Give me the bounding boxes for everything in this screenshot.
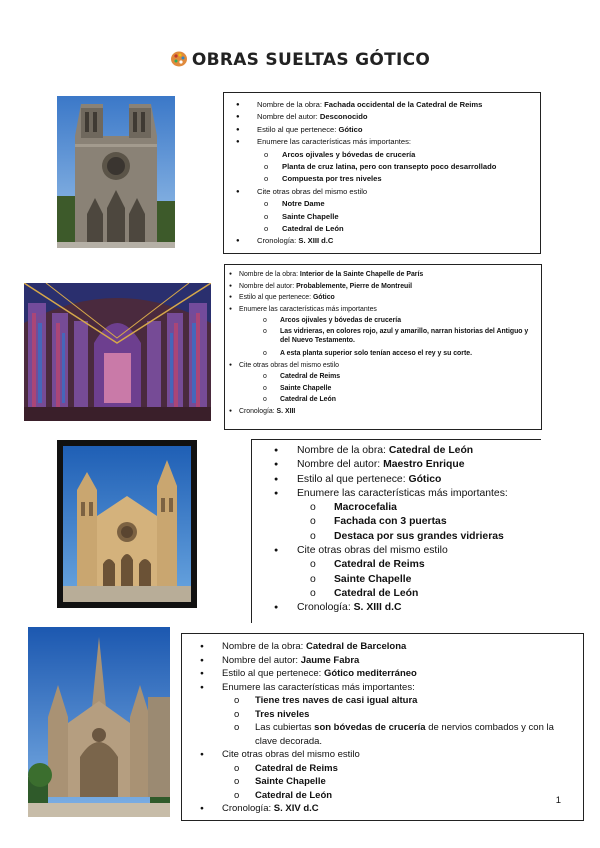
- feature-item: o A esta planta superior solo tenían acceso el rey y su corte.: [225, 348, 535, 360]
- other-work-item: o Catedral de León: [182, 789, 575, 803]
- work-author-item: ● Nombre del autor: Probablemente, Pierre de Montreuil: [225, 281, 535, 293]
- work-features-item: ● Enumere las características más importantes:: [224, 136, 534, 148]
- work-author-item: ● Nombre del autor: Maestro Enrique: [252, 458, 535, 472]
- work-style-item: ● Estilo al que pertenece: Gótico mediterráneo: [182, 667, 575, 681]
- other-work-item: o Catedral de Reims: [225, 371, 535, 383]
- feature-item: o Macrocefalia: [252, 501, 535, 515]
- work-name-item: ● Nombre de la obra: Catedral de Barcelona: [182, 640, 575, 654]
- reims-cathedral-facade-photo: [57, 96, 175, 248]
- work-chronology-item: ● Cronología: S. XIII d.C: [252, 601, 535, 615]
- feature-item: o Arcos ojivales y bóvedas de crucería: [225, 315, 535, 327]
- work-chronology-item: ● Cronología: S. XIV d.C: [182, 802, 575, 816]
- other-work-item: o Sainte Chapelle: [182, 775, 575, 789]
- work-author-item: ● Nombre del autor: Desconocido: [224, 111, 534, 123]
- sainte-chapelle-interior-photo: [24, 283, 211, 421]
- feature-item: o Las cubiertas son bóvedas de crucería de nervios combados y con la clave decorada.: [182, 721, 575, 748]
- other-work-item: o Notre Dame: [224, 198, 534, 210]
- work-style-item: ● Estilo al que pertenece: Gótico: [225, 292, 535, 304]
- other-work-item: o Catedral de León: [224, 223, 534, 235]
- page-title-text: OBRAS SUELTAS GÓTICO: [191, 50, 431, 70]
- work-card-reims: [223, 92, 541, 254]
- feature-item: o Tres niveles: [182, 708, 575, 722]
- work-others-item: ● Cite otras obras del mismo estilo: [224, 186, 534, 198]
- feature-item: o Planta de cruz latina, pero con transepto poco desarrollado: [224, 161, 534, 173]
- work-card-barcelona: [181, 633, 584, 821]
- work-chronology-item: ● Cronología: S. XIII: [225, 406, 535, 418]
- other-work-item: o Sainte Chapelle: [252, 573, 535, 587]
- work-style-item: ● Estilo al que pertenece: Gótico: [252, 473, 535, 487]
- work-chronology-item: ● Cronología: S. XIII d.C: [224, 235, 534, 247]
- work-others-item: ● Cite otras obras del mismo estilo: [182, 748, 575, 762]
- feature-item: o Compuesta por tres niveles: [224, 173, 534, 185]
- work-features-item: ● Enumere las características más importantes:: [252, 487, 535, 501]
- other-work-item: o Catedral de Reims: [252, 558, 535, 572]
- feature-item: o Tiene tres naves de casi igual altura: [182, 694, 575, 708]
- page-title: [0, 50, 600, 70]
- feature-item: o Arcos ojivales y bóvedas de crucería: [224, 149, 534, 161]
- other-work-item: o Sainte Chapelle: [224, 211, 534, 223]
- work-name-item: ● Nombre de la obra: Interior de la Sainte Chapelle de París: [225, 269, 535, 281]
- work-others-item: ● Cite otras obras del mismo estilo: [225, 360, 535, 372]
- feature-item: o Fachada con 3 puertas: [252, 515, 535, 529]
- other-work-item: o Sainte Chapelle: [225, 383, 535, 395]
- other-work-item: o Catedral de León: [252, 587, 535, 601]
- feature-item: o Destaca por sus grandes vidrieras: [252, 530, 535, 544]
- work-name-item: ● Nombre de la obra: Catedral de León: [252, 444, 535, 458]
- barcelona-cathedral-photo: [28, 627, 170, 817]
- work-name-item: ● Nombre de la obra: Fachada occidental de la Catedral de Reims: [224, 99, 534, 111]
- work-card-sainte-chapelle: [224, 264, 542, 430]
- work-features-item: ● Enumere las características más importantes: [225, 304, 535, 316]
- other-work-item: o Catedral de Reims: [182, 762, 575, 776]
- other-work-item: o Catedral de León: [225, 394, 535, 406]
- work-others-item: ● Cite otras obras del mismo estilo: [252, 544, 535, 558]
- work-author-item: ● Nombre del autor: Jaume Fabra: [182, 654, 575, 668]
- work-card-leon: [251, 439, 541, 623]
- leon-cathedral-photo: [57, 440, 197, 608]
- feature-item: o Las vidrieras, en colores rojo, azul y amarillo, narran historias del Antiguo y del Nuevo Testamento.: [225, 327, 535, 346]
- page-number: 1: [555, 795, 561, 806]
- work-style-item: ● Estilo al que pertenece: Gótico: [224, 124, 534, 136]
- palette-icon: [170, 50, 188, 68]
- work-features-item: ● Enumere las características más importantes:: [182, 681, 575, 695]
